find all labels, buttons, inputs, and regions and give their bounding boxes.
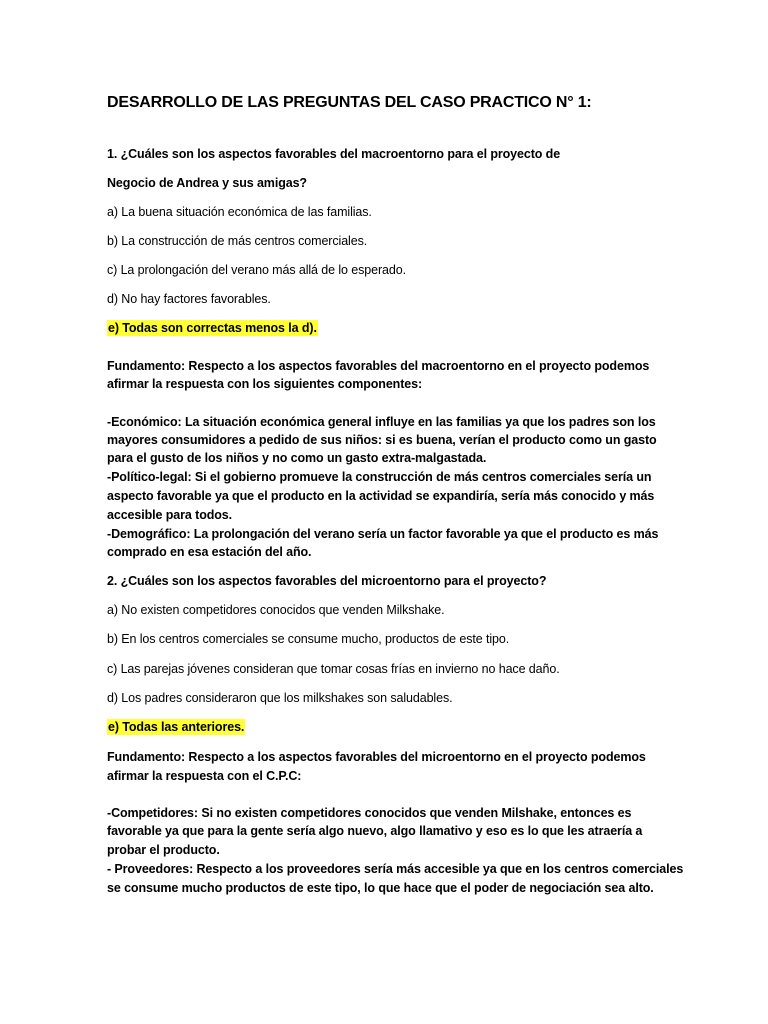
q2-question: 2. ¿Cuáles son los aspectos favorables del microentorno para el proyecto? [107,574,547,588]
q2-option-d: d) Los padres consideraron que los milkshakes son saludables. [107,691,453,705]
q1-option-c: c) La prolongación del verano más allá de lo esperado. [107,263,406,277]
q1-component-line-8: comprado en esa estación del año. [107,545,312,559]
q1-component-line-6: accesible para todos. [107,508,233,522]
q2-answer-highlight: e) Todas las anteriores. [108,720,245,734]
q1-component-line-3: para el gusto de los niños y no como un gasto extra-malgastada. [107,451,487,465]
q2-answer [107,718,245,736]
page-title: DESARROLLO DE LAS PREGUNTAS DEL CASO PRACTICO N° 1: [107,94,592,111]
q2-option-b: b) En los centros comerciales se consume mucho, productos de este tipo. [107,632,510,646]
q2-component-line-4: - Proveedores: Respecto a los proveedores sería más accesible ya que en los centros comerciales [107,862,684,876]
q1-fundamento-line-2: afirmar la respuesta con los siguientes componentes: [107,377,423,391]
q1-question-line-1: 1. ¿Cuáles son los aspectos favorables del macroentorno para el proyecto de [107,147,561,161]
q2-component-line-1: -Competidores: Si no existen competidores conocidos que venden Milshake, entonces es [107,806,632,820]
q2-component-line-3: probar el producto. [107,843,220,857]
q1-fundamento-line-1: Fundamento: Respecto a los aspectos favorables del macroentorno en el proyecto podemos [107,359,650,373]
q1-component-line-2: mayores consumidores a pedido de sus niños: si es buena, verían el producto como un gasto [107,433,657,447]
q1-option-a: a) La buena situación económica de las familias. [107,205,372,219]
q2-option-a: a) No existen competidores conocidos que venden Milkshake. [107,603,445,617]
q2-fundamento-line-2: afirmar la respuesta con el C.P.C: [107,769,302,783]
q2-component-line-2: favorable ya que para la gente sería algo nuevo, algo llamativo y eso es lo que les atraería a [107,824,643,838]
q1-answer [107,319,318,337]
q1-component-line-4: -Político-legal: Si el gobierno promueve la construcción de más centros comerciales sería un [107,470,652,484]
q1-component-line-5: aspecto favorable ya que el producto en la actividad se expandiría, sería más conocido y más [107,489,655,503]
q2-option-c: c) Las parejas jóvenes consideran que tomar cosas frías en invierno no hace daño. [107,662,560,676]
q1-answer-highlight: e) Todas son correctas menos la d). [108,321,317,335]
q1-option-b: b) La construcción de más centros comerciales. [107,234,368,248]
q1-question-line-2: Negocio de Andrea y sus amigas? [107,176,307,190]
q2-fundamento-line-1: Fundamento: Respecto a los aspectos favorables del microentorno en el proyecto podemos [107,750,646,764]
q1-component-line-1: -Económico: La situación económica general influye en las familias ya que los padres son los [107,415,656,429]
q2-component-line-5: se consume mucho productos de este tipo, lo que hace que el poder de negociación sea alto. [107,881,654,895]
q1-component-line-7: -Demográfico: La prolongación del verano sería un factor favorable ya que el producto es más [107,527,659,541]
q1-option-d: d) No hay factores favorables. [107,292,271,306]
